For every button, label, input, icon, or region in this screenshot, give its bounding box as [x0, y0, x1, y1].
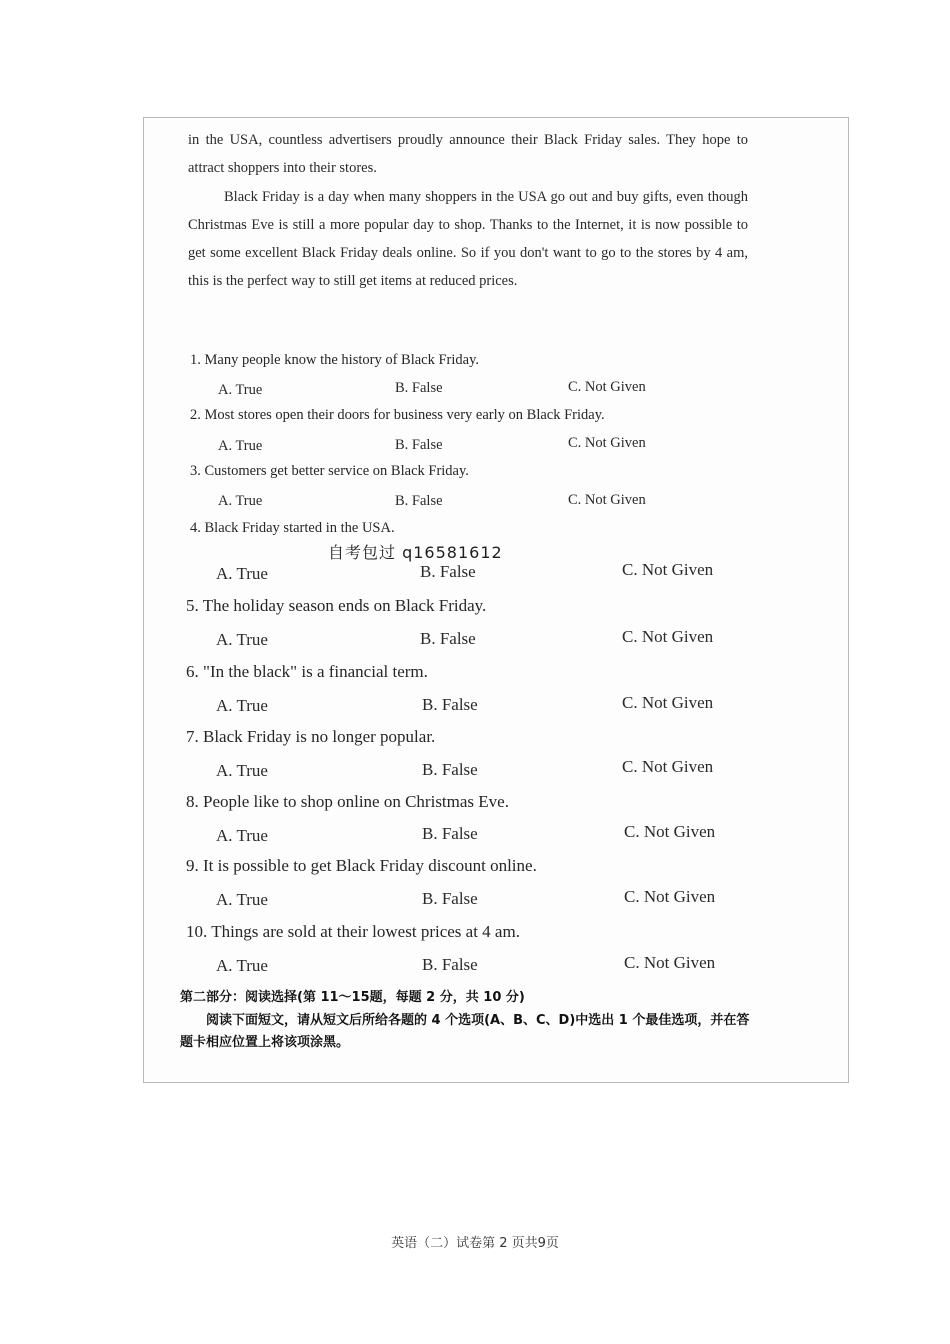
section-heading: 第二部分：阅读选择(第 11～15题，每题 2 分，共 10 分) [180, 990, 525, 1005]
passage-paragraph-2: Black Friday is a day when many shoppers in the USA go out and buy gifts, even though Christmas Eve is still a more popular day to shop. Thanks to the Internet, it is now possible to get some excellent Black Friday deals online. So if you don't want to go to the stores by 4 am, this is the perfect way to still get items at reduced prices. [188, 189, 748, 289]
option-b: B. False [395, 380, 443, 396]
option-a: A. True [216, 696, 268, 715]
option-a: A. True [216, 564, 268, 583]
option-b: B. False [422, 760, 478, 779]
option-a: A. True [216, 630, 268, 649]
option-c: C. Not Given [568, 435, 646, 451]
option-c: C. Not Given [568, 379, 646, 395]
option-a: A. True [216, 890, 268, 909]
question-stem: 6. "In the black" is a financial term. [186, 662, 428, 681]
option-c: C. Not Given [624, 822, 716, 841]
option-a: A. True [218, 493, 263, 509]
option-b: B. False [420, 562, 476, 581]
section-instructions: 阅读下面短文，请从短文后所给各题的 4 个选项(A、B、C、D)中选出 1 个最佳选项，并在答题卡相应位置上将该项涂黑。 [180, 1013, 750, 1050]
option-b: B. False [422, 955, 478, 974]
option-a: A. True [216, 956, 268, 975]
question-stem: 8. People like to shop online on Christmas Eve. [186, 792, 509, 811]
watermark-text: 自考包过 q16581612 [328, 543, 503, 562]
option-c: C. Not Given [622, 627, 714, 646]
question-stem: 2. Most stores open their doors for business very early on Black Friday. [190, 407, 605, 423]
option-b: B. False [422, 889, 478, 908]
option-a: A. True [216, 761, 268, 780]
option-b: B. False [395, 493, 443, 509]
passage-paragraph-1: in the USA, countless advertisers proudly announce their Black Friday sales. They hope to attract shoppers into their stores. [188, 132, 748, 176]
option-c: C. Not Given [624, 887, 716, 906]
option-b: B. False [395, 437, 443, 453]
option-b: B. False [422, 824, 478, 843]
option-a: A. True [216, 826, 268, 845]
option-b: B. False [422, 695, 478, 714]
option-b: B. False [420, 629, 476, 648]
option-c: C. Not Given [622, 560, 714, 579]
option-a: A. True [218, 438, 263, 454]
question-stem: 10. Things are sold at their lowest prices at 4 am. [186, 922, 520, 941]
question-stem: 7. Black Friday is no longer popular. [186, 727, 436, 746]
question-stem: 3. Customers get better service on Black Friday. [190, 463, 469, 479]
option-c: C. Not Given [622, 693, 714, 712]
question-stem: 9. It is possible to get Black Friday discount online. [186, 856, 537, 875]
question-stem: 1. Many people know the history of Black Friday. [190, 352, 480, 368]
option-c: C. Not Given [624, 953, 716, 972]
option-c: C. Not Given [568, 492, 646, 508]
question-stem: 5. The holiday season ends on Black Friday. [186, 596, 487, 615]
option-c: C. Not Given [622, 757, 714, 776]
option-a: A. True [218, 382, 263, 398]
question-stem: 4. Black Friday started in the USA. [190, 520, 395, 536]
page-footer: 英语（二）试卷第 2 页共9页 [391, 1236, 559, 1251]
